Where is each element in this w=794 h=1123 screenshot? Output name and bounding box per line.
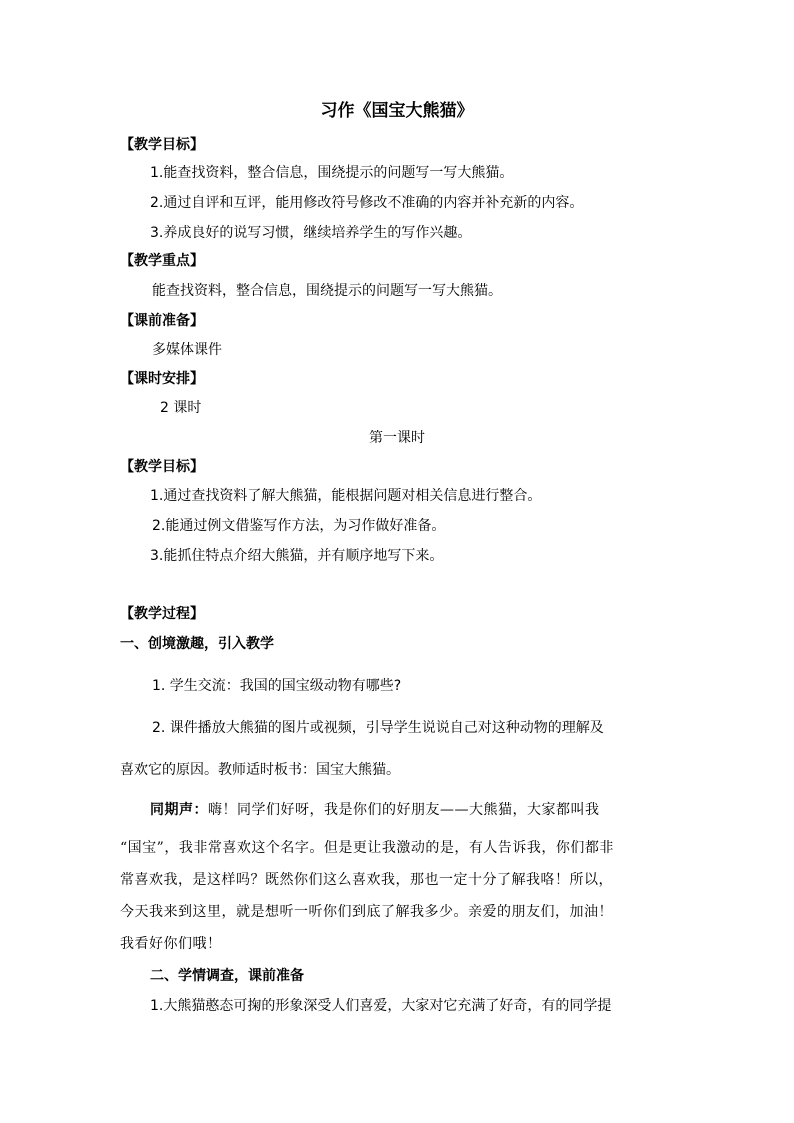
lesson1-goal-item-3: 3.能抓住特点介绍大熊猫，并有顺序地写下来。 [150, 548, 444, 564]
schedule-heading: 【课时安排】 [120, 371, 204, 387]
process-heading: 【教学过程】 [120, 606, 204, 622]
document-title: 习作《国宝大熊猫》 [320, 101, 474, 121]
section1-item-1: 1. 学生交流：我国的国宝级动物有哪些? [152, 678, 402, 694]
lesson1-goal-item-1: 1.通过查找资料了解大熊猫，能根据问题对相关信息进行整合。 [150, 488, 542, 504]
voice-line-4: 今天我来到这里，就是想听一听你们到底了解我多少。亲爱的朋友们，加油！ [120, 904, 613, 920]
section2-item-1: 1.大熊猫憨态可掬的形象深受人们喜爱，大家对它充满了好奇，有的同学提 [150, 998, 612, 1014]
section1-item-2: 2. 课件播放大熊猫的图片或视频，引导学生说说自己对这种动物的理解及 [152, 720, 604, 736]
goals-heading: 【教学目标】 [120, 137, 204, 153]
lesson1-title: 第一课时 [369, 430, 425, 446]
voice-line-5: 我看好你们哦！ [120, 936, 222, 952]
voice-line-1 [150, 800, 600, 820]
section2-title: 二、学情调查，课前准备 [150, 968, 304, 984]
key-heading: 【教学重点】 [120, 253, 204, 269]
lesson1-goals-heading: 【教学目标】 [120, 459, 204, 475]
key-text: 能查找资料，整合信息，围绕提示的问题写一写大熊猫。 [152, 283, 502, 299]
voice-line-3: 常喜欢我，是这样吗？既然你们这么喜欢我，那也一定十分了解我咯！所以， [120, 872, 613, 888]
goal-item-2: 2.通过自评和互评，能用修改符号修改不准确的内容并补充新的内容。 [150, 195, 584, 211]
voice-text-1: 嗨！同学们好呀，我是你们的好朋友——大熊猫，大家都叫我 [208, 802, 600, 818]
prep-text: 多媒体课件 [152, 342, 222, 358]
prep-heading: 【课前准备】 [120, 313, 204, 329]
section1-item-2-cont: 喜欢它的原因。教师适时板书：国宝大熊猫。 [120, 762, 400, 778]
goal-item-3: 3.养成良好的说写习惯，继续培养学生的写作兴趣。 [150, 225, 472, 241]
schedule-text: 2 课时 [160, 400, 202, 416]
voice-label: 同期声： [150, 802, 208, 818]
goal-item-1: 1.能查找资料，整合信息，围绕提示的问题写一写大熊猫。 [150, 165, 514, 181]
lesson1-goal-item-2: 2.能通过例文借鉴写作方法，为习作做好准备。 [152, 518, 446, 534]
voice-line-2: “国宝”，我非常喜欢这个名字。但是更让我激动的是，有人告诉我，你们都非 [120, 840, 614, 856]
section1-title: 一、创境激趣，引入教学 [120, 636, 274, 652]
